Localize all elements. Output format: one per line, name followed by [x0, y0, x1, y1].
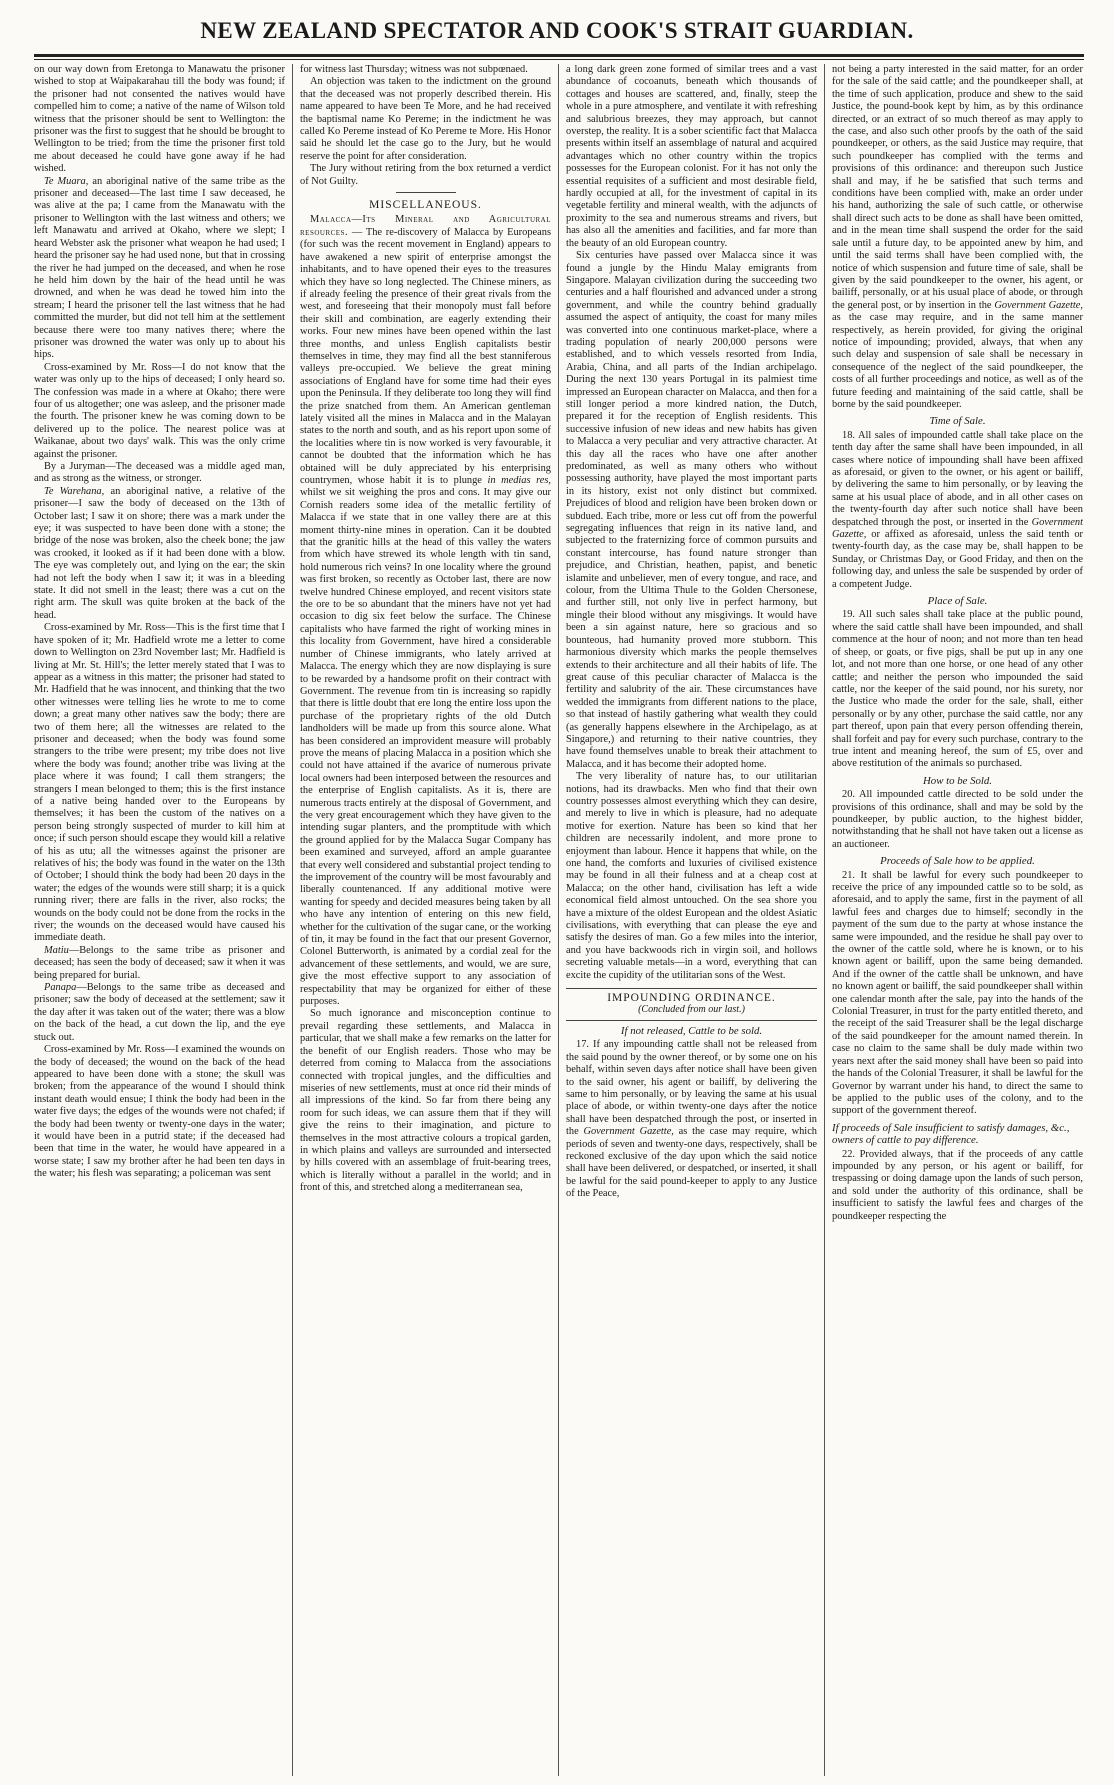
- paragraph-italic: Government Gazette,: [994, 299, 1083, 311]
- paragraph: [832, 64, 1083, 411]
- section-box: [566, 988, 817, 1021]
- column-2: [300, 64, 551, 1776]
- section-heading: MISCELLANEOUS.: [369, 199, 482, 212]
- paragraph: So much ignorance and misconception continue to prevail regarding these settlements, and Malacca in particular, that we shall make a few remarks on the latter for the benefit of our English readers. Those who may be deterred from coming to Malacca from the associations connected with tropical jungles, and the difficulties and miseries of new settlements, must at once rid their minds of all impressions of the kind. So far from there being any room for such ideas, we can assure them that if they will give the reins to their imagination, and picture to themselves in the most attractive colours a tropical garden, in which plains and valleys are surrounded and intersected by hills covered with an assemblage of fruit-bearing trees, which is literally without a parallel in the world; and in front of this, and stretched along a mediterranean sea,: [300, 1008, 551, 1194]
- column-divider: [558, 64, 559, 1776]
- witness-name: Te Muara,: [44, 175, 89, 187]
- section-heading: IMPOUNDING ORDINANCE.: [607, 992, 776, 1005]
- paragraph-text: — The re-discovery of Malacca by Europeans (for such was the recent movement in England) appears to have awakened a new spirit of enterprise amongst the inhabitants, and to have opened their eyes to the treasures which they have so long neglected. The Chinese miners, as if already feeling the presence of their great rivals from the west, and foreseeing that their monopoly must fall before their skill and combination, are eagerly extending their works. Four new mines have been opened within the last three months, and unless English capitalists bestir themselves in time, they may find all the best stanniferous valleys pre-occupied. We believe the great mining associations of England have for some time had their eyes upon the Peninsula. If they deliberate too long they will find the prize snatched from them. An American gentleman lately visited all the mines in Malacca and in the Malayan states to the north and south, and as his report upon some of the localities where tin is now worked is very favourable, it cannot be doubted that the information which he has obtained will be duly appreciated by his enterprising countrymen, whose habit it is to plunge: [300, 226, 551, 486]
- column-4: [832, 64, 1083, 1776]
- paragraph: By a Juryman—The deceased was a middle aged man, and as strong as the witness, or stronger.: [34, 461, 285, 485]
- paragraph: Cross-examined by Mr. Ross—This is the first time that I have spoken of it; Mr. Hadfield wrote me a letter to come down to Wellington on 23rd November last; Mr. Hadfield is living at Mr. St. Hill's; the letter merely stated that I was to appear as a witness in this matter; the prisoner had stated to Mr. Hadfield that he was innocent, and thinking that the two other witnesses were telling lies he wrote to me to come down; a great many other natives saw the body; there are two of them here; all the witnesses are related to the prisoner and deceased; when the body was found some strangers to the tribe were present; my tribe does not live where the body was found; another tribe was living at the place where it was found; I call them strangers; the strangers I mean belonged to them; this is the first instance of a native being handed over to the Europeans by themselves; it has been the custom of the natives on a person being strongly suspected of murder to kill him at once; if such person should escape they would kill a relative of his as utu; all the witnesses against the prisoner are relatives of his; the body was found in the water on the 13th of October; I should think the body had been 20 days in the water; the edges of the wounds were still sharp; it is a quick running river; there are falls in the river, also rocks; the wounds on the body could not be done from the rocks in the river; the wounds on the deceased would have caused his immediate death.: [34, 622, 285, 944]
- clause-heading: How to be Sold.: [923, 774, 992, 787]
- column-1: [34, 64, 285, 1776]
- paragraph: 22. Provided always, that if the proceeds of any cattle impounded by any person, or his agent or bailiff, for trespassing or doing damage upon the lands of such person, and sold under the authority of this ordinance, shall be insufficient to satisfy the lawful fees and charges of the poundkeeper respecting the: [832, 1148, 1083, 1222]
- clause-heading: Proceeds of Sale how to be applied.: [880, 855, 1035, 868]
- paragraph-text: an aboriginal native of the same tribe as the prisoner and deceased—The last time I saw deceased, he was alive at the pa; I came from the Manawatu with the prisoner to Wellington with the last witness and others; we left Manawatu and arrived at Okaho, where we slept; I heard Webster ask the prisoner what weapon he had used; I heard the prisoner say he had used none, but that in crossing the river he had jumped on the deceased, and when he rose he held him down by the hair of the head until he was drowned, and when he was dead he towed him into the stream; I heard the prisoner tell the last witness that he had committed the murder, but did not tell him at the settlement because there were too many natives there; where the prisoner was drowned the water was only up to about his hips.: [34, 175, 285, 361]
- paragraph: 20. All impounded cattle directed to be sold under the provisions of this ordinance, shall and may be sold by the poundkeeper, by public auction, to the highest bidder, notwithstanding that he shall not have taken out a license as an auctioneer.: [832, 789, 1083, 850]
- paragraph: 19. All such sales shall take place at the public pound, where the said cattle shall have been impounded, and shall commence at the hour of noon; and not more than ten head of sheep, or goats, or five pigs, shall be put up in any one lot, and not more than one horse, or one head of any other cattle; and neither the person who impounded the said cattle, nor the keeper of the said pound, nor his surety, nor the Justice who made the order for the sale, shall, either personally or by any other, purchase the said cattle, nor any part thereof, upon pain that every person offending therein, shall forfeit and pay for every such purchase, contrary to the true intent and meaning hereof, the sum of £5, over and above restitution of the animals so purchased.: [832, 609, 1083, 770]
- paragraph: The Jury without retiring from the box returned a verdict of Not Guilty.: [300, 163, 551, 187]
- paragraph-text: —Belongs to the same tribe as prisoner and deceased; has seen the body of deceased; saw it when it was being prepared for burial.: [34, 944, 285, 981]
- paragraph: [34, 486, 285, 622]
- paragraph: [300, 214, 551, 1008]
- paragraph-text: 17. If any impounding cattle shall not be released from the said pound by the owner thereof, or by some one on his behalf, within seven days after notice shall have been given to the said owner, his agent or bailiff, by delivering the same to him personally, or by leaving the same at his usual place of abode, or within twenty-one days after the notice shall have been despatched through the post, or inserted in the: [566, 1039, 817, 1138]
- paragraph: Six centuries have passed over Malacca since it was found a jungle by the Hindu Malay emigrants from Singapore. Malayan civilization during the succeeding two centuries and a half flourished and advanced under a strong government, and while the country behind gradually assumed the aspect of antiquity, the coast for many miles was converted into one continuous market-place, where a trading population of nearly 200,000 persons were established, and to which vessels resorted from India, Arabia, China, and all parts of the Indian archipelago. During the next 130 years Portugal in its palmiest time impressed an European character on Malacca, and then for a still longer period a more kindred nation, the Dutch, prepared it for the reception of English residents. This successive infusion of new ideas and new habits has given to Malacca a very peculiar and very attractive character. At this day all the races who have one after another predominated, as well as many others who without possessing authority, have played the most important parts in its history, exist not only distinct but commixed. Prejudices of blood and religion have been broken down or subdued. Each tribe, more or less cut off from the powerful segregating influences that reign in its native land, and subjected to the fraternizing force of common pursuits and constant intercourse, has found nature stronger than prejudice, and Christian, heathen, papist, and benetic islamite and unbeliever, men of every tongue, and race, and colour, from the Ultima Thule to the Golden Chersonese, and further still, not only live in perfect harmony, but mingle their blood without any misgivings. It would have been a sin against nature, here so gracious and so bounteous, had humanity proved more stubborn. This harmonious diversity which marks the people themselves extends to their architecture and all their habits of life. The great cause of this peculiar character of Malacca is the fertility and salubrity of the air. These circumstances have wedded the immigrants from different nations to the place, so that instead of hastily gathering what wealth they could (as generally happens elsewhere in the Archipelago, as at Singapore,) and returning to their native countries, they have found themselves unable to break their attachment to Malacca, and it has become their adopted home.: [566, 250, 817, 770]
- paragraph: [34, 945, 285, 982]
- paragraph-text: as the case may require, and in the same manner respectively, as herein provided, for giving the original notice of impounding; provided, always, that when any such delay and suspension of sale shall be necessary in consequence of the neglect of the said poundkeeper, the costs of all further proceedings and notice, as well as of the future feeding and maintaining of the said cattle, shall be borne by the said poundkeeper.: [832, 312, 1083, 410]
- clause-heading: If not released, Cattle to be sold.: [620, 1024, 763, 1037]
- clause-heading: If proceeds of Sale insufficient to satisfy damages, &c., owners of cattle to pay difference.: [832, 1121, 1070, 1147]
- paragraph: The very liberality of nature has, to our utilitarian notions, had its drawbacks. Men who find that their own country possesses almost everything which they can desire, and merely to live in which is pleasure, had no adequate motive for exertion. Nature has been so kind that her children are necessarily indolent, and more prone to enjoyment than labour. Hence it happens that while, on the one hand, the comforts and luxuries of civilised existence may be found in all their fulness and at a cheap cost at Malacca; on the other hand, civilisation has left a wide economical field almost untouched. On the sea shore you have a mixture of the oldest European and the oldest Asiatic civilisations, with everything that can please the eye and satisfy the desires of man. Go a few miles into the interior, and you have backwoods rich in virgin soil, and hollows secreting valuable metals—in a word, everything that can excite the cupidity of the utilitarian sons of the West.: [566, 771, 817, 981]
- paragraph-text: not being a party interested in the said matter, for an order for the sale of the said cattle; and the poundkeeper shall, at the time of such application, produce and shew to the said Justice, the pound-book kept by him, as by this ordinance directed, or an extract of so much thereof as may apply to the case, and also such other proofs by the oath of the said poundkeeper, or others, as the said Justice may require, that such poundkeeper has complied with the terms and provisions of this ordinance: and thereupon such Justice shall and may, if he be satisfied that such terms and conditions have been complied with, make an order under his hand, authorizing the sale of such cattle, or otherwise shall direct such acts to be done as shall have been omitted, and in the mean time shall suspend the order for the said sale until a future day, to be appointed anew by him, and until the said terms shall have been complied with, the notice of which suspension and future time of sale, shall be given by the said poundkeeper to the owner, his agent, or bailiff, personally, or at his usual place of abode, or through the general post, or by insertion in the: [832, 64, 1083, 311]
- paragraph: on our way down from Eretonga to Manawatu the prisoner wished to stop at Waipakarahau till the body was found; if the prisoner had not consented the natives would have compelled him to come; a native of the name of Wilson told witness that the prisoner should be sent to Wellington: the prisoner was the first to suggest that he should be brought to Wellington to be tried; from the time the prisoner first told me about deceased he could have gone away if he had wished.: [34, 64, 285, 175]
- paragraph: a long dark green zone formed of similar trees and a vast abundance of cocoanuts, beneath which thousands of cottages and houses are scattered, and, finally, steep the whole in a pure atmosphere, and ventilate it with refreshing and salubrious breezes, they may approach, but cannot overstep, the reality. It is a sober scientific fact that Malacca presents within itself an assemblage of natural and acquired advantages which no other country within the tropics possesses for the European colonist. For it has not only the essential requisites of a sufficient and most desirable field, hardly occupied at all, for the investment of capital in its vegetable fertility and mineral wealth, with the adjuncts of proximity to the sea and numerous streams and rivers, but has also all the amenities and facilities, and far more than the beauty of an old European country.: [566, 64, 817, 249]
- column-divider: [824, 64, 825, 1776]
- paragraph-italic: Government Gazette,: [832, 516, 1083, 541]
- paragraph: [34, 176, 285, 362]
- witness-name: Matiu: [44, 944, 69, 956]
- witness-name: Te Warehana,: [44, 485, 105, 497]
- masthead-title: NEW ZEALAND SPECTATOR AND COOK'S STRAIT GUARDIAN.: [200, 18, 914, 43]
- paragraph-text: or affixed as aforesaid, unless the said tenth or twenty-fourth day, as the case may be, shall happen to be Sunday, or Christmas Day, or Good Friday, and then on the following day, and unless the sale be suspended by order of a competent Judge.: [832, 529, 1083, 590]
- paragraph-text: as the case may require, which periods of seven and twenty-one days, respectively, shall be reckoned exclusive of the day upon which the said notice shall have been delivered, or despatched, or inserted, it shall be lawful for the said pound-keeper to apply to any Justice of the Peace,: [566, 1126, 817, 1200]
- section-rule: [396, 192, 456, 193]
- section-subheading: (Concluded from our last.): [638, 1004, 745, 1016]
- paragraph: 21. It shall be lawful for every such poundkeeper to receive the price of any impounded cattle so to be sold, as aforesaid, and to apply the same, first in the payment of all lawful fees and charges due to himself; secondly in the payment of the sum due to the party at whose instance the same were impounded, and the residue he shall pay over to the owner of the cattle sold, where he is known, or to his known agent or bailiff, upon the same being demanded. And if the owner of the cattle shall be unknown, and have no known agent or bailiff, the said poundkeeper shall within one calendar month after the sale, pay into the hands of the Colonial Treasurer, in trust for the party entitled thereto, and the receipt of the said Treasurer shall be the legal discharge of the said poundkeeper for the amount named therein. In case no claim to the same shall be duly made within two years next after the said money shall have been so paid into the hands of the Colonial Treasurer, it shall be lawful for the Governor by warrant under his hand, to direct the same to be applied to the public uses of the colony, and to the support of the government thereof.: [832, 869, 1083, 1117]
- paragraph-italic: in medias res,: [487, 475, 551, 486]
- paragraph-text: an aboriginal native, a relative of the prisoner—I saw the body of deceased on the 13th of October last; I saw it on shore; there was a mark under the eye; it was suspected to have been done with a stone; the bridge of the nose was broken, also the cheek bone; the jaw was crooked, it looked as if it had been done with a blow. The eye was completely out, and lying on the ear; the skin had not left the body when I saw it; it was in a bleeding state. It did not smell in the least; there was a cut on the right arm. The skull was quite broken at the back of the head.: [34, 485, 285, 621]
- paragraph: [34, 982, 285, 1044]
- column-divider: [292, 64, 293, 1776]
- paragraph-italic: Government Gazette,: [583, 1126, 674, 1138]
- newspaper-page: [34, 64, 1084, 1776]
- paragraph: [832, 430, 1083, 591]
- column-3: [566, 64, 817, 1776]
- paragraph-text: whilst we sit weighing the pros and cons. It may give our Cornish readers some idea of the metallic fertility of Malacca if we state that in one valley there are at this moment thirty-nine mines in operation. Can it be doubted that the granitic hills at the head of this valley the waters from which have strewed its whole length with tin sand, hold numerous rich veins? In one locality where the ground was first broken, so recently as October last, there are now twelve hundred Chinese employed, and recent visitors state the ore to be so abundant that the miners have not yet had occasion to dig six feet below the surface. The Chinese capitalists who have farmed the right of working mines in this locality from Government, have hired a considerable number of Chinese immigrants, who lately arrived at Malacca. The energy which they are now displaying is sure to be rewarded by a handsome profit on their contract with Government. The revenue from tin is increasing so rapidly that there is little doubt that ere long the entire loss upon the purchase of the proprietary rights of the old Dutch landholders will be made up from this source alone. What has been considered an improvident measure will probably prove the means of placing Malacca in a position which she could not have attained if the avarice of numerous private local owners had been interposed between the resources and the enterprise of English capitalists. As it is, there are numerous tracts entirely at the disposal of Government, and the very great encouragement which they have given to the intending sugar planters, and the promptitude with which the ground applied for by the Malacca Sugar Company has been examined and surveyed, afford an ample guarantee that every well considered and substantial project tending to the improvement of the country will be most favourably and liberally countenanced. If any additional motive were wanting for speedy and decided measures being taken by all who have any intention of entering on this new field, whether for the cultivation of the sugar cane, or the working of tin, it may be found in the fact that our present Governor, Colonel Butterworth, is animated by a cordial zeal for the advancement of these settlements, and would, we are sure, give the most effective support to any association of respectability that may be organized for either of these purposes.: [300, 487, 551, 1008]
- paragraph: Cross-examined by Mr. Ross—I do not know that the water was only up to the hips of deceased; I only heard so. The confession was made in a where at Okaho; there were four of us altogether; one was asleep, and the prisoner made the fourth. The prisoner knew he was coming down to be delivered up to the police. The nearest police was at Waikanae, about two days' walk. This was the only crime against the prisoner.: [34, 361, 285, 460]
- paragraph-text: —Belongs to the same tribe as deceased and prisoner; saw the body of deceased at the settlement; saw it the day after it was taken out of the water; there was a blow on the back of the head, a cut down the lip, and the eye stuck out.: [34, 982, 285, 1043]
- clause-heading: Time of Sale.: [929, 415, 986, 428]
- witness-name: Panapa: [44, 982, 77, 994]
- paragraph-text: 18. All sales of impounded cattle shall take place on the tenth day after the same shall have been impounded, in all cases where notice of impounding shall have been affixed as aforesaid, or given to the owner, or his agent or bailiff, by delivering the same to him personally, or by leaving the same at his usual place of abode, and in all other cases on the twenty-fourth day after such notice shall have been despatched through the post, or inserted in the: [832, 429, 1083, 528]
- clause-heading: Place of Sale.: [927, 595, 988, 608]
- masthead-rule: [34, 54, 1084, 60]
- paragraph: [566, 1039, 817, 1200]
- paragraph: for witness last Thursday; witness was not subpœnaed.: [300, 64, 528, 75]
- paragraph: Cross-examined by Mr. Ross—I examined the wounds on the body of deceased; the wound on the back of the head appeared to have been done with a stone; the skull was broken; from the appearance of the wound I should think instant death would ensue; I think the body had been in the water five days; the edges of the wounds were not chafed; if the body had been twenty or twenty-one days in the water; it would have been in a putrid state; if the deceased had been that time in the water, he would have appeared in a worse state; I saw my brother after he had been ten days in the water; his flesh was separating; a policeman was sent: [34, 1044, 285, 1180]
- article-lead: Malacca—Its Mineral and Agricultural resources.: [300, 214, 551, 238]
- paragraph: An objection was taken to the indictment on the ground that the deceased was not properly described therein. His name appeared to have been Te More, and he had received the baptismal name Ko Pereme; in the indictment he was called Ko Pereme instead of Ko Pereme te More. His Honor said he should let the case go to the Jury, but he would reserve the point for after consideration.: [300, 76, 551, 162]
